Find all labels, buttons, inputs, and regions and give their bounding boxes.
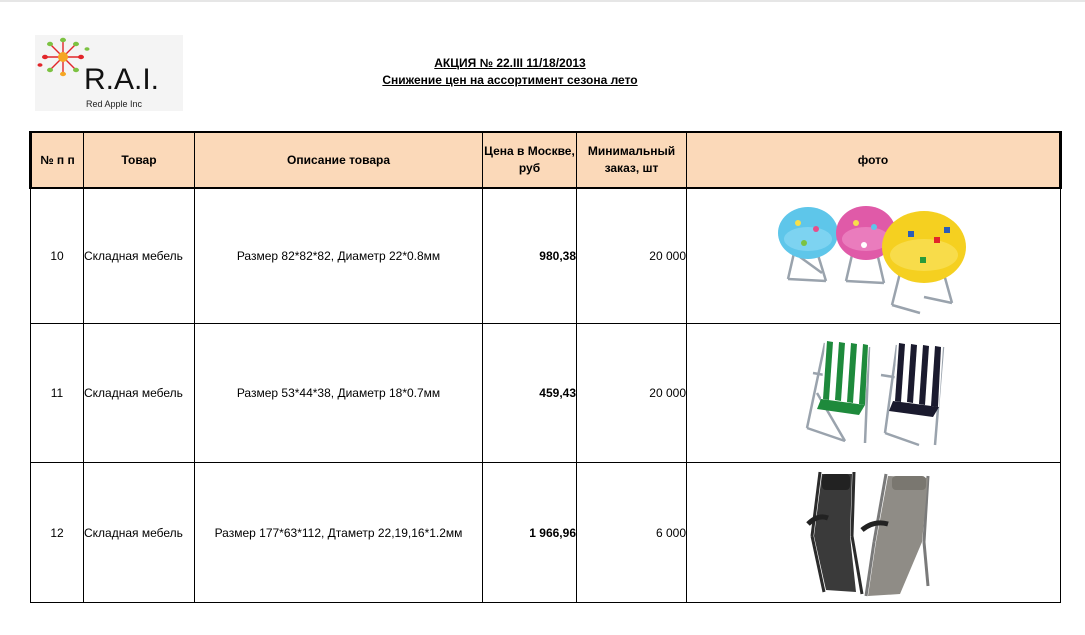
document-subtitle: Снижение цен на ассортимент сезона лето [382, 73, 638, 87]
row-number: 12 [31, 463, 84, 603]
product-description: Размер 53*44*38, Диаметр 18*0.7мм [195, 324, 483, 463]
product-photo-round-chairs [687, 188, 1061, 324]
column-header-number: № п п [31, 132, 84, 188]
table-row [31, 324, 1061, 463]
min-order-qty: 20 000 [577, 188, 687, 324]
product-description: Размер 82*82*82, Диаметр 22*0.8мм [195, 188, 483, 324]
table-row [31, 463, 1061, 603]
row-number: 11 [31, 324, 84, 463]
column-header-photo: фото [687, 132, 1061, 188]
row-number: 10 [31, 188, 84, 324]
product-description: Размер 177*63*112, Дтаметр 22,19,16*1.2мм [195, 463, 483, 603]
table-header-row [31, 132, 1061, 188]
column-header-description: Описание товара [195, 132, 483, 188]
product-price: 1 966,96 [483, 463, 577, 603]
min-order-qty: 20 000 [577, 324, 687, 463]
product-photo-striped-chairs [687, 324, 1061, 463]
product-name: Складная мебель [84, 324, 195, 463]
round-folding-chairs-image [774, 193, 974, 319]
product-name: Складная мебель [84, 188, 195, 324]
column-header-min-order: Минимальный заказ, шт [577, 132, 687, 188]
striped-folding-chairs-image [799, 333, 949, 453]
reclining-lounge-chairs-image [804, 466, 944, 600]
logo-subtitle: Red Apple Inc [86, 99, 143, 109]
company-logo [35, 35, 183, 111]
top-divider [0, 0, 1085, 2]
product-price: 459,43 [483, 324, 577, 463]
product-price: 980,38 [483, 188, 577, 324]
table-row [31, 188, 1061, 324]
column-header-product: Товар [84, 132, 195, 188]
min-order-qty: 6 000 [577, 463, 687, 603]
product-name: Складная мебель [84, 463, 195, 603]
products-table [29, 131, 1062, 603]
document-title: АКЦИЯ № 22.III 11/18/2013 [434, 56, 586, 70]
logo-brand: R.A.I. [84, 63, 160, 96]
product-photo-lounge-chairs [687, 463, 1061, 603]
column-header-price: Цена в Москве, руб [483, 132, 577, 188]
